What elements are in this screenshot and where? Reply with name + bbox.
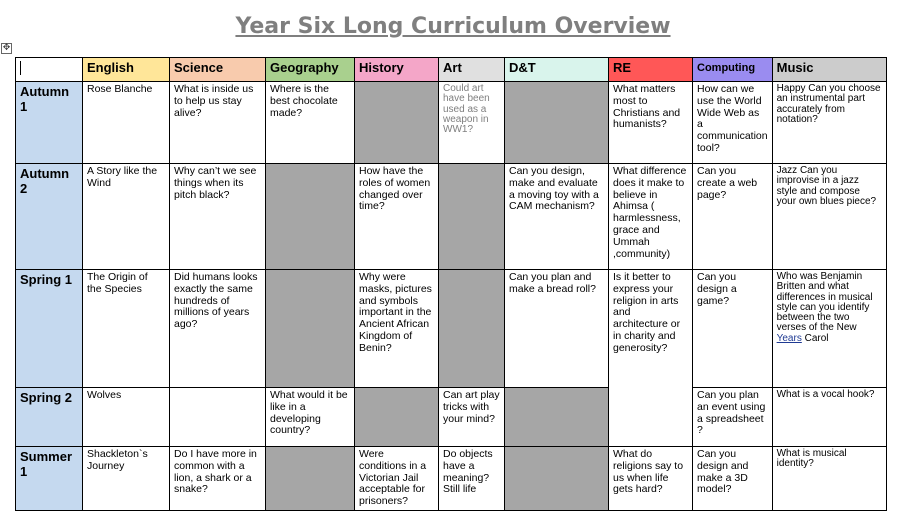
music-text-end: Carol — [804, 332, 829, 344]
header-art: Art — [439, 58, 505, 82]
cell-history: How have the roles of women changed over time? — [355, 164, 439, 270]
cell-dt: Can you design, make and evaluate a moving toy with a CAM mechanism? — [505, 164, 609, 270]
cell-art: Do objects have a meaning? Still life — [439, 447, 505, 511]
cell-art: Can art play tricks with your mind? — [439, 388, 505, 447]
table-row — [16, 447, 887, 511]
cell-music: Happy Can you choose an instrumental part accurately from notation? — [772, 82, 886, 164]
cell-art-blank — [439, 164, 505, 270]
table-row — [16, 164, 887, 270]
cell-music: What is a vocal hook? — [772, 388, 886, 447]
cell-art: Could art have been used as a weapon in WW1? — [439, 82, 505, 164]
cell-english: The Origin of the Species — [83, 270, 170, 388]
cell-re: What matters most to Christians and humanists? — [609, 82, 693, 164]
cell-re: Is it better to express your religion in arts and architecture or in charity and generosity? — [609, 270, 693, 447]
header-music: Music — [772, 58, 886, 82]
header-science: Science — [170, 58, 266, 82]
cell-music — [772, 270, 886, 388]
music-years-word: Years — [776, 332, 802, 344]
header-dt: D&T — [505, 58, 609, 82]
cell-english: A Story like the Wind — [83, 164, 170, 270]
cell-history-blank — [355, 388, 439, 447]
cell-science: Did humans looks exactly the same hundreds of millions of years ago? — [170, 270, 266, 388]
header-empty[interactable] — [16, 58, 83, 82]
cell-english: Wolves — [83, 388, 170, 447]
cell-computing: Can you create a web page? — [693, 164, 773, 270]
cell-history: Were conditions in a Victorian Jail acceptable for prisoners? — [355, 447, 439, 511]
cell-dt-blank — [505, 447, 609, 511]
header-row — [16, 58, 887, 82]
term-cell: Spring 1 — [16, 270, 83, 388]
cell-music: What is musical identity? — [772, 447, 886, 511]
table-row — [16, 82, 887, 164]
header-re: RE — [609, 58, 693, 82]
cell-history: Why were masks, pictures and symbols important in the Ancient African Kingdom of Benin? — [355, 270, 439, 388]
cell-re: What difference does it make to believe in Ahimsa ( harmlessness, grace and Ummah ,community) — [609, 164, 693, 270]
cell-dt-blank — [505, 388, 609, 447]
cell-dt: Can you plan and make a bread roll? — [505, 270, 609, 388]
term-cell: Spring 2 — [16, 388, 83, 447]
cell-geography-blank — [266, 164, 355, 270]
cell-science: Do I have more in common with a lion, a shark or a snake? — [170, 447, 266, 511]
cell-computing: Can you plan an event using a spreadsheet ? — [693, 388, 773, 447]
cell-english: Shackleton`s Journey — [83, 447, 170, 511]
cell-art-blank — [439, 270, 505, 388]
cell-dt-blank — [505, 82, 609, 164]
cell-science: Why can’t we see things when its pitch black? — [170, 164, 266, 270]
cell-geography: What would it be like in a developing country? — [266, 388, 355, 447]
header-history: History — [355, 58, 439, 82]
table-row — [16, 388, 887, 447]
term-cell: Summer 1 — [16, 447, 83, 511]
term-cell: Autumn 2 — [16, 164, 83, 270]
cell-music: Jazz Can you improvise in a jazz style and compose your own blues piece? — [772, 164, 886, 270]
music-text: Who was Benjamin Britten and what differences in musical style can you identify between the two verses of the New — [776, 271, 873, 334]
page-title: Year Six Long Curriculum Overview — [235, 14, 671, 39]
cell-re: What do religions say to us when life gets hard? — [609, 447, 693, 511]
cell-geography-blank — [266, 447, 355, 511]
header-computing: Computing — [693, 58, 773, 82]
cell-computing: How can we use the World Wide Web as a communication tool? — [693, 82, 773, 164]
cell-computing: Can you design a game? — [693, 270, 773, 388]
cell-history-blank — [355, 82, 439, 164]
cell-computing: Can you design and make a 3D model? — [693, 447, 773, 511]
header-geography: Geography — [266, 58, 355, 82]
text-cursor — [20, 61, 21, 75]
cell-geography-blank — [266, 270, 355, 388]
cell-science: What is inside us to help us stay alive? — [170, 82, 266, 164]
cell-science-empty — [170, 388, 266, 447]
table-row — [16, 270, 887, 388]
term-cell: Autumn 1 — [16, 82, 83, 164]
cell-english: Rose Blanche — [83, 82, 170, 164]
cell-geography: Where is the best chocolate made? — [266, 82, 355, 164]
curriculum-table — [15, 57, 887, 511]
header-english: English — [83, 58, 170, 82]
table-move-handle-icon[interactable]: ✥ — [2, 43, 11, 53]
